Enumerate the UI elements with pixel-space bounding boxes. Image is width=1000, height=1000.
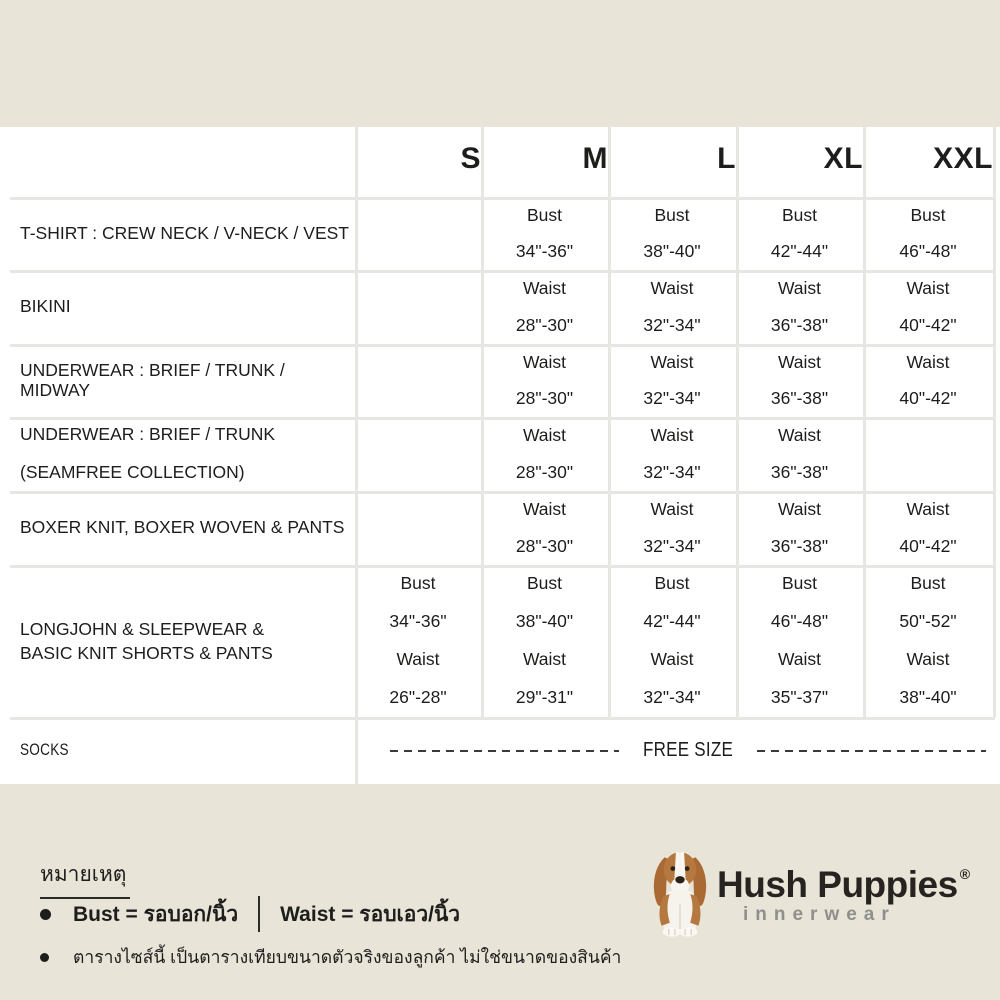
grid-line bbox=[10, 197, 995, 200]
measure-type: Waist bbox=[522, 351, 567, 372]
measure-value: 32"-34" bbox=[643, 388, 701, 409]
measure-type: Waist bbox=[777, 351, 822, 372]
row-label-text: BASIC KNIT SHORTS & PANTS bbox=[20, 643, 273, 663]
measure-value: 29"-31" bbox=[515, 687, 574, 708]
measure-type: Bust bbox=[781, 204, 818, 225]
row-label-text: BOXER KNIT, BOXER WOVEN & PANTS bbox=[20, 517, 345, 538]
size-cell bbox=[736, 491, 863, 565]
size-cell-empty bbox=[863, 417, 993, 491]
row-label bbox=[0, 417, 355, 491]
header-size-l: L bbox=[717, 141, 736, 175]
grid-line bbox=[10, 717, 995, 720]
header-size-xxl: XXL bbox=[933, 141, 993, 175]
table-row-tshirt bbox=[0, 197, 1000, 270]
measure-value: 36"-38" bbox=[770, 314, 829, 335]
row-label bbox=[0, 565, 355, 717]
bust-definition: Bust = รอบอก/นิ้ว bbox=[73, 902, 239, 926]
measure-value: 34"-36" bbox=[515, 241, 574, 262]
row-label bbox=[0, 344, 355, 417]
header-size-s: S bbox=[460, 141, 481, 175]
size-cell bbox=[863, 491, 993, 565]
table-row-bikini bbox=[0, 270, 1000, 344]
row-label-text: UNDERWEAR : BRIEF / TRUNK bbox=[20, 424, 276, 445]
size-cell bbox=[608, 197, 736, 270]
dashed-line-right bbox=[757, 750, 986, 752]
grid-line bbox=[736, 127, 739, 717]
size-cell bbox=[863, 270, 993, 344]
size-cell bbox=[608, 491, 736, 565]
measure-value: 32"-34" bbox=[643, 535, 701, 556]
measure-type: Waist bbox=[650, 498, 694, 519]
measure-type: Bust bbox=[654, 573, 690, 594]
row-label bbox=[0, 491, 355, 565]
row-label bbox=[0, 197, 355, 270]
measure-value: 38"-40" bbox=[899, 687, 957, 708]
separator-line bbox=[258, 896, 260, 932]
grid-line bbox=[863, 127, 866, 717]
table-row-underwear-midway bbox=[0, 344, 1000, 417]
measure-type: Waist bbox=[906, 351, 950, 372]
measure-value: 34"-36" bbox=[389, 611, 447, 632]
size-cell bbox=[863, 565, 993, 717]
grid-line bbox=[10, 417, 995, 420]
size-cell bbox=[736, 270, 863, 344]
size-cell bbox=[863, 344, 993, 417]
free-size-area bbox=[355, 717, 1000, 784]
row-label-text: T-SHIRT : CREW NECK / V-NECK / VEST bbox=[20, 222, 349, 243]
measure-value: 28"-30" bbox=[515, 388, 574, 409]
header-empty-cell bbox=[0, 127, 355, 197]
measure-value: 36"-38" bbox=[770, 388, 829, 409]
measure-value: 28"-30" bbox=[515, 461, 574, 482]
grid-line bbox=[481, 127, 484, 717]
measure-value: 46"-48" bbox=[899, 241, 957, 262]
measure-value: 50"-52" bbox=[899, 611, 957, 632]
row-label-text: LONGJOHN & SLEEPWEAR & bbox=[20, 618, 265, 639]
measure-type: Bust bbox=[910, 573, 946, 594]
measure-type: Bust bbox=[654, 204, 690, 225]
dashed-line-left bbox=[390, 750, 619, 752]
grid-line bbox=[10, 565, 995, 568]
note-disclaimer bbox=[40, 943, 621, 971]
measure-type: Waist bbox=[777, 424, 822, 445]
measure-type: Bust bbox=[526, 573, 563, 594]
size-cell-empty bbox=[355, 197, 481, 270]
measure-type: Waist bbox=[522, 277, 567, 298]
table-row-boxer bbox=[0, 491, 1000, 565]
disclaimer-text: ตารางไซส์นี้ เป็นตารางเทียบขนาดตัวจริงของลูกค้า ไม่ใช่ขนาดของสินค้า bbox=[73, 947, 622, 967]
measure-value: 42"-44" bbox=[643, 611, 701, 632]
size-cell bbox=[736, 197, 863, 270]
size-cell bbox=[481, 270, 608, 344]
basset-hound-dog-icon bbox=[648, 843, 712, 937]
measure-type: Waist bbox=[777, 498, 822, 519]
measure-type: Waist bbox=[906, 277, 950, 298]
size-cell bbox=[481, 565, 608, 717]
measure-type: Bust bbox=[400, 573, 436, 594]
measure-type: Waist bbox=[522, 649, 567, 670]
size-cell-empty bbox=[355, 344, 481, 417]
measure-type: Waist bbox=[396, 649, 440, 670]
measure-value: 40"-42" bbox=[899, 388, 957, 409]
measure-type: Waist bbox=[777, 277, 822, 298]
brand-text: Hush Puppies bbox=[717, 864, 958, 905]
size-cell bbox=[608, 344, 736, 417]
row-label bbox=[0, 717, 355, 784]
row-label bbox=[0, 270, 355, 344]
notes-heading: หมายเหตุ bbox=[40, 858, 130, 899]
row-label-text: UNDERWEAR : BRIEF / TRUNK / MIDWAY bbox=[20, 360, 285, 400]
measure-value: 28"-30" bbox=[515, 535, 574, 556]
table-row-socks bbox=[0, 717, 1000, 784]
measure-type: Waist bbox=[906, 498, 950, 519]
size-cell bbox=[736, 565, 863, 717]
measure-value: 40"-42" bbox=[899, 314, 957, 335]
measure-value: 42"-44" bbox=[770, 241, 829, 262]
free-size-label: FREE SIZE bbox=[642, 739, 734, 761]
size-chart-table bbox=[0, 127, 1000, 784]
measure-value: 35"-37" bbox=[770, 687, 829, 708]
size-cell bbox=[608, 417, 736, 491]
waist-definition: Waist = รอบเอว/นิ้ว bbox=[280, 902, 461, 926]
measure-type: Waist bbox=[650, 351, 694, 372]
measure-value: 46"-48" bbox=[770, 611, 829, 632]
grid-line bbox=[608, 127, 611, 717]
bullet-icon bbox=[40, 953, 49, 962]
measure-value: 38"-40" bbox=[515, 611, 574, 632]
size-cell-empty bbox=[355, 417, 481, 491]
table-row-underwear-seamfree bbox=[0, 417, 1000, 491]
size-cell-empty bbox=[355, 491, 481, 565]
size-cell bbox=[608, 565, 736, 717]
measure-type: Waist bbox=[650, 424, 694, 445]
measure-type: Waist bbox=[650, 277, 694, 298]
measure-value: 40"-42" bbox=[899, 535, 957, 556]
measure-value: 36"-38" bbox=[770, 535, 829, 556]
size-cell bbox=[736, 344, 863, 417]
header-size-m: M bbox=[582, 141, 608, 175]
row-label-text: BIKINI bbox=[20, 296, 71, 317]
measure-type: Waist bbox=[522, 498, 567, 519]
table-row-longjohn bbox=[0, 565, 1000, 717]
size-cell bbox=[736, 417, 863, 491]
measure-type: Bust bbox=[526, 204, 563, 225]
grid-line bbox=[355, 127, 358, 784]
measure-type: Bust bbox=[781, 573, 818, 594]
size-cell bbox=[481, 491, 608, 565]
grid-line bbox=[10, 491, 995, 494]
header-size-xl: XL bbox=[823, 141, 863, 175]
size-cell bbox=[481, 197, 608, 270]
brand-subtitle: innerwear bbox=[743, 904, 896, 925]
measure-value: 26"-28" bbox=[389, 687, 447, 708]
measure-type: Waist bbox=[650, 649, 694, 670]
measure-value: 36"-38" bbox=[770, 461, 829, 482]
measure-type: Bust bbox=[910, 204, 946, 225]
bullet-icon bbox=[40, 909, 51, 920]
size-cell bbox=[355, 565, 481, 717]
note-measure-definitions bbox=[40, 896, 460, 932]
brand-name bbox=[717, 864, 970, 906]
measure-type: Waist bbox=[777, 649, 822, 670]
size-cell bbox=[481, 417, 608, 491]
size-cell-empty bbox=[355, 270, 481, 344]
grid-line bbox=[10, 270, 995, 273]
size-cell bbox=[481, 344, 608, 417]
measure-value: 32"-34" bbox=[643, 461, 701, 482]
grid-line bbox=[993, 127, 996, 717]
registered-mark: ® bbox=[959, 866, 970, 882]
row-label-text: (SEAMFREE COLLECTION) bbox=[20, 462, 245, 482]
size-cell bbox=[608, 270, 736, 344]
measure-value: 28"-30" bbox=[515, 314, 574, 335]
measure-value: 32"-34" bbox=[643, 314, 701, 335]
measure-value: 38"-40" bbox=[643, 241, 701, 262]
grid-line bbox=[10, 344, 995, 347]
measure-type: Waist bbox=[522, 424, 567, 445]
hush-puppies-logo bbox=[645, 838, 975, 948]
measure-type: Waist bbox=[906, 649, 950, 670]
size-cell bbox=[863, 197, 993, 270]
table-header-row bbox=[0, 127, 1000, 197]
measure-value: 32"-34" bbox=[643, 687, 701, 708]
row-label-text: SOCKS bbox=[20, 740, 69, 760]
